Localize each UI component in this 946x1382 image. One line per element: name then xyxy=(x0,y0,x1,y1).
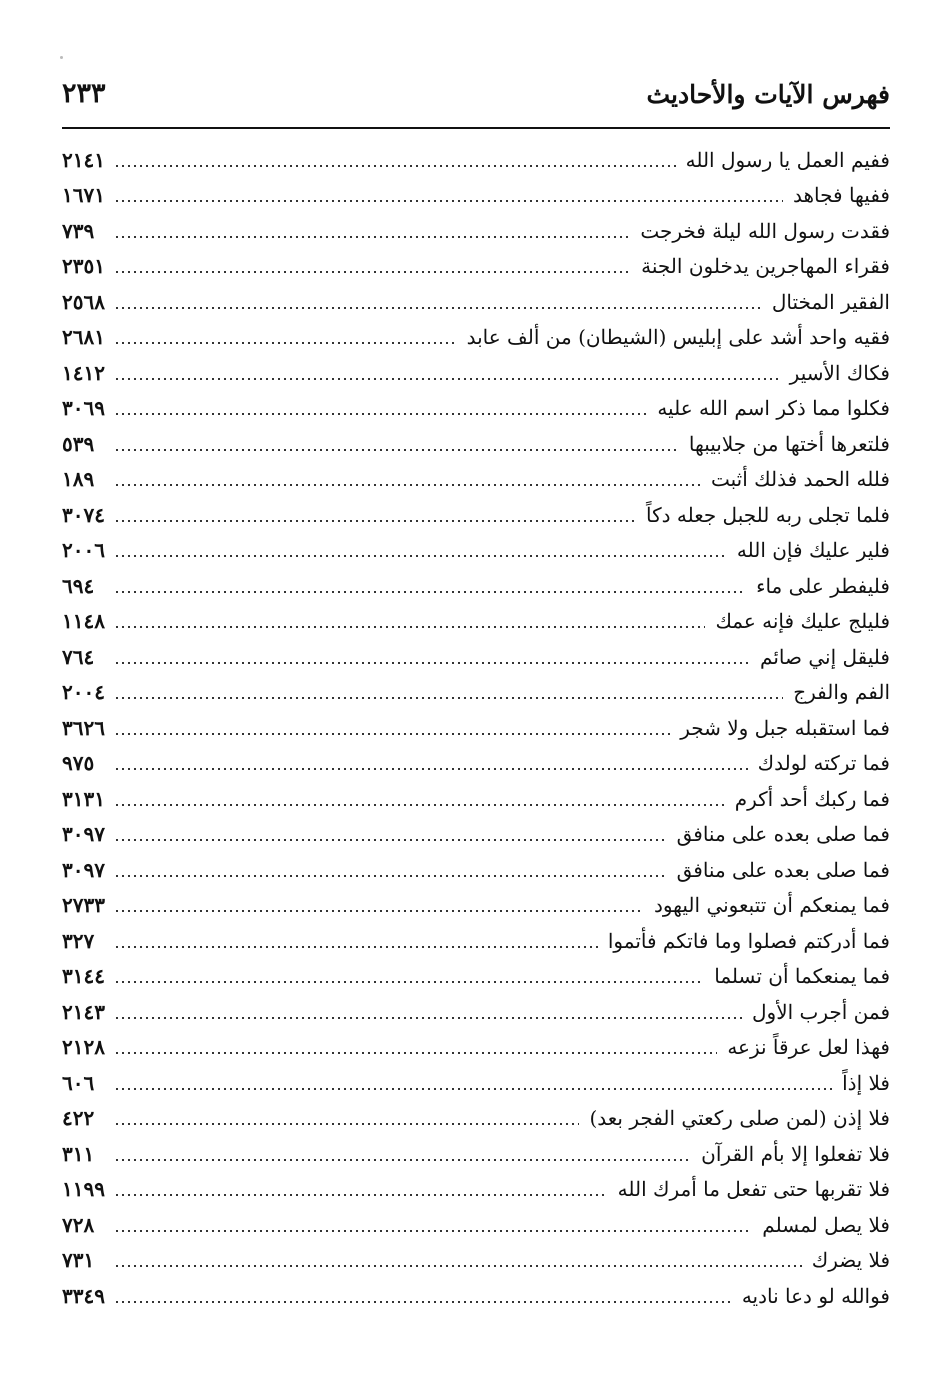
entry-number: ٣٠٩٧ xyxy=(62,822,105,847)
index-entry xyxy=(62,497,890,533)
dot-leader xyxy=(114,662,750,664)
dot-leader xyxy=(114,733,670,735)
entry-text: فما يمنعكما أن تسلما xyxy=(714,964,890,989)
entry-text: فلير عليك فإن الله xyxy=(736,538,890,563)
dot-leader xyxy=(114,200,783,202)
entry-text: فلله الحمد فذلك أثبت xyxy=(710,467,890,492)
index-entry xyxy=(62,1030,890,1066)
dot-leader xyxy=(114,1265,802,1267)
entry-number: ٣٣٤٩ xyxy=(62,1283,105,1308)
entry-number: ١١٩٩ xyxy=(62,1177,105,1202)
dot-leader xyxy=(114,1052,717,1054)
entry-text: فما يمنعكم أن تتبعوني اليهود xyxy=(653,893,890,918)
entry-text: فلا تفعلوا إلا بأم القرآن xyxy=(701,1141,890,1166)
entry-number: ٥٣٩ xyxy=(62,431,95,456)
dot-leader xyxy=(114,804,725,806)
index-entry xyxy=(62,462,890,498)
entry-number: ٧٢٨ xyxy=(62,1212,95,1237)
dot-leader xyxy=(114,626,705,628)
index-entry xyxy=(62,604,890,640)
entry-number: ٢١٢٨ xyxy=(62,1035,105,1060)
entry-number: ٣٢٧ xyxy=(62,928,95,953)
page-title: فهرس الآيات والأحاديث xyxy=(646,80,890,109)
index-entry xyxy=(62,959,890,995)
entry-text: فلا إذن (لمن صلى ركعتي الفجر بعد) xyxy=(589,1106,890,1131)
dot-leader xyxy=(114,413,647,415)
index-entry xyxy=(62,710,890,746)
dot-leader xyxy=(114,271,631,273)
entry-number: ٧٣١ xyxy=(62,1248,95,1273)
dot-leader xyxy=(114,307,762,309)
entry-text: فلا تقربها حتى تفعل ما أمرك الله xyxy=(617,1177,890,1202)
entry-text: فكلوا مما ذكر اسم الله عليه xyxy=(657,396,890,421)
entry-number: ٢١٤١ xyxy=(62,147,105,172)
dot-leader xyxy=(114,697,783,699)
entry-text: فما تركته لولدك xyxy=(757,751,890,776)
entry-number: ٢٦٨١ xyxy=(62,325,105,350)
dot-leader xyxy=(114,555,727,557)
index-entry xyxy=(62,994,890,1030)
entry-text: فليقل إني صائم xyxy=(760,644,890,669)
dot-leader xyxy=(114,1017,742,1019)
entry-text: فلا يضرك xyxy=(811,1248,890,1273)
index-entry xyxy=(62,320,890,356)
entry-number: ٦٩٤ xyxy=(62,573,95,598)
entry-text: فلا إذاً xyxy=(842,1070,890,1095)
dot-leader xyxy=(114,1301,732,1303)
index-entry xyxy=(62,355,890,391)
entry-number: ٣٠٦٩ xyxy=(62,396,105,421)
index-entry xyxy=(62,852,890,888)
dot-leader xyxy=(114,946,598,948)
entry-number: ٧٣٩ xyxy=(62,218,95,243)
entry-number: ٢٠٠٦ xyxy=(62,538,105,563)
dot-leader xyxy=(114,839,667,841)
entry-number: ١٦٧١ xyxy=(62,183,105,208)
dot-leader xyxy=(114,378,780,380)
entry-text: فوالله لو دعا ناديه xyxy=(741,1283,890,1308)
dot-leader xyxy=(114,342,457,344)
entry-number: ١١٤٨ xyxy=(62,609,105,634)
entry-number: ٢٥٦٨ xyxy=(62,289,105,314)
dot-leader xyxy=(114,484,701,486)
entry-text: فلا يصل لمسلم xyxy=(762,1212,890,1237)
dot-leader xyxy=(114,591,746,593)
entry-text: فما ركبك أحد أكرم xyxy=(734,786,890,811)
index-entry xyxy=(62,1278,890,1314)
page-number: ٢٣٣ xyxy=(62,78,106,109)
entry-number: ١٤١٢ xyxy=(62,360,105,385)
entry-text: فما استقبله جبل ولا شجر xyxy=(680,715,890,740)
dot-leader xyxy=(114,165,676,167)
index-entry xyxy=(62,178,890,214)
index-entry xyxy=(62,533,890,569)
entry-number: ٣٠٧٤ xyxy=(62,502,105,527)
dot-leader xyxy=(114,768,748,770)
index-entry xyxy=(62,213,890,249)
entry-number: ٢٣٥١ xyxy=(62,254,105,279)
entry-text: فليفطر على ماء xyxy=(756,573,890,598)
entry-text: فقراء المهاجرين يدخلون الجنة xyxy=(641,254,890,279)
index-entry xyxy=(62,142,890,178)
index-entry xyxy=(62,1243,890,1279)
entry-number: ٦٠٦ xyxy=(62,1070,95,1095)
index-entry xyxy=(62,923,890,959)
entry-text: فكاك الأسير xyxy=(789,360,890,385)
dot-leader xyxy=(114,1159,691,1161)
entry-text: فما صلى بعده على منافق xyxy=(676,822,890,847)
entry-text: فما أدركتم فصلوا وما فاتكم فأتموا xyxy=(607,928,890,953)
entry-text: ففيها فجاهد xyxy=(793,183,890,208)
entry-text: ففيم العمل يا رسول الله xyxy=(685,147,890,172)
entry-number: ٣٠٩٧ xyxy=(62,857,105,882)
index-entry xyxy=(62,888,890,924)
dot-leader xyxy=(114,1194,608,1196)
entry-text: فقيه واحد أشد على إبليس (الشيطان) من ألف عابد xyxy=(466,325,890,350)
entry-text: فهذا لعل عرقاً نزعه xyxy=(727,1035,890,1060)
entry-text: فليلج عليك فإنه عمك xyxy=(715,609,890,634)
index-entry xyxy=(62,1207,890,1243)
entry-number: ١٨٩ xyxy=(62,467,95,492)
index-entry xyxy=(62,781,890,817)
entry-text: فلما تجلى ربه للجبل جعله دكاً xyxy=(645,502,890,527)
index-entry xyxy=(62,1172,890,1208)
index-entry xyxy=(62,675,890,711)
dot-leader xyxy=(114,910,644,912)
index-entry xyxy=(62,426,890,462)
entry-number: ٣٦٢٦ xyxy=(62,715,105,740)
entry-text: فمن أجرب الأول xyxy=(752,999,890,1024)
dot-leader xyxy=(114,1088,832,1090)
entry-number: ٧٦٤ xyxy=(62,644,95,669)
index-entry xyxy=(62,391,890,427)
index-entry xyxy=(62,1065,890,1101)
dot-leader xyxy=(114,1230,752,1232)
index-entry xyxy=(62,639,890,675)
index-entry xyxy=(62,1136,890,1172)
entry-number: ٢٧٣٣ xyxy=(62,893,105,918)
dot-leader xyxy=(114,520,636,522)
index-entry xyxy=(62,568,890,604)
entry-number: ٣١٤٤ xyxy=(62,964,105,989)
entry-number: ٢١٤٣ xyxy=(62,999,105,1024)
dot-leader xyxy=(114,981,704,983)
entry-text: فقدت رسول الله ليلة فخرجت xyxy=(640,218,890,243)
index-entry xyxy=(62,1101,890,1137)
index-entry xyxy=(62,817,890,853)
entry-number: ٩٧٥ xyxy=(62,751,95,776)
index-entry xyxy=(62,249,890,285)
entry-text: الفقير المختال xyxy=(771,289,890,314)
entry-text: فما صلى بعده على منافق xyxy=(676,857,890,882)
index-entry xyxy=(62,284,890,320)
entry-number: ٣١١ xyxy=(62,1141,95,1166)
dot-leader xyxy=(114,236,630,238)
index-entry-list xyxy=(62,142,890,1314)
header-rule xyxy=(62,127,890,129)
page-header xyxy=(62,76,890,120)
dot-leader xyxy=(114,875,667,877)
dot-leader xyxy=(114,1123,579,1125)
entry-number: ٤٢٢ xyxy=(62,1106,95,1131)
entry-number: ٢٠٠٤ xyxy=(62,680,105,705)
entry-number: ٣١٣١ xyxy=(62,786,105,811)
scan-speck xyxy=(60,56,63,59)
index-entry xyxy=(62,746,890,782)
entry-text: الفم والفرج xyxy=(793,680,890,705)
entry-text: فلتعرها أختها من جلابيبها xyxy=(688,431,890,456)
dot-leader xyxy=(114,449,679,451)
